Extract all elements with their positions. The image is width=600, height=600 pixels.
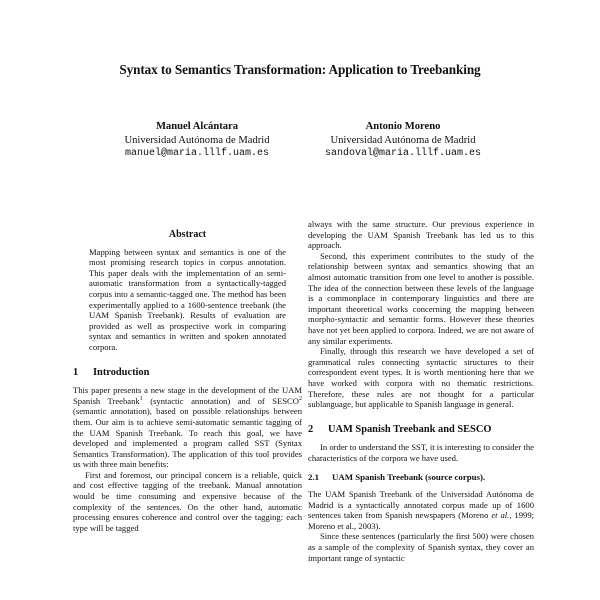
author-1-email: manuel@maria.lllf.uam.es [124,148,270,159]
s1p1-text-a: This paper presents a new stage in the development of the UAM Spanish Treebank [73,385,302,406]
section-1-paragraph-3: Second, this experiment contributes to the study of the relationship between syntax and semantics showing that an almost automatic transition from one level to another is possible. The idea of the connection between these levels of the language is a commonplace in contemporary linguistics and there are important theoretical works concerning the mapping between morpho-syntactic and semantic forms. However these theories have not yet been applied to corpora. Indeed, we are not aware of any similar experiments. [308,250,534,346]
author-2-name: Antonio Moreno [365,121,441,132]
subsection-2-1-heading [308,472,534,483]
abstract-heading: Abstract [168,229,207,240]
s1p1-text-c: (semantic annotation), based on possible relationships between them. Our aim is to achieve semi-automatic semantic tagging of the UAM Spanish Treebank. To reach this goal, we have developed and implemented a program called SST (Syntax Semantics Transformation). The application of this tool provides us with three main benefits: [73,406,302,470]
subsection-2-1-paragraph-1 [308,489,534,531]
paper-title: Syntax to Semantics Transformation: Application to Treebanking [119,62,481,77]
author-2 [298,120,508,161]
subsection-2-1-paragraph-2: Since these sentences (particularly the first 500) were chosen as a sample of the complexity of Spanish syntax, they cover an important range of syntactic [308,531,534,563]
section-2-heading [308,425,534,436]
section-1-paragraph-2: First and foremost, our principal concern is a reliable, quick and cost effective tagging of the treebank. Manual annotation would be time consuming and expensive because of the complexity of the sentences. On the other hand, automatic processing ensures coherence and control over the tagging: each type will be tagged [73,469,302,533]
author-2-email: sandoval@maria.lllf.uam.es [324,148,482,159]
section-1-paragraph-4: Finally, through this research we have developed a set of grammatical rules connecting syntactic structures to their correspondent event types. It is worth mentioning here that we have worked with corpora with no thematic restrictions. Therefore, these rules are not thought for a particular sublanguage, but applicable to Spanish language in general. [308,346,534,410]
section-1-heading [73,368,302,379]
subsection-2-1-number: 2.1 [308,472,319,483]
section-1-number: 1 [73,366,79,378]
section-1-paragraph-1 [73,385,302,470]
s21p1-etal: et al. [491,510,510,521]
right-column [308,219,534,563]
s1p1-text-b: (syntactic annotation) and of SESCO [142,395,299,406]
left-column [73,230,302,533]
s21p1-text-b: , 1999; Moreno et al., 2003). [308,510,535,531]
abstract-text: Mapping between syntax and semantics is one of the most promising research topics in corpus annotation. This paper deals with the implementation of an semi-automatic transformation from a syntactically-tagged corpus into a semantic-tagged one. The method has been experimentally applied to a 1600-sentence treebank (the UAM Spanish Treebank). Results of evaluation are provided as well as prospective work in comparing syntax and semantics in written and spoken annotated corpora. [89,246,286,352]
footnote-marker-1: 1 [139,395,143,402]
author-2-affiliation: Universidad Autónoma de Madrid [330,134,476,146]
footnote-marker-2: 2 [299,395,302,402]
section-1-title: Introduction [93,366,150,378]
author-1-affiliation: Universidad Autónoma de Madrid [124,134,270,146]
s21p1-text-a: The UAM Spanish Treebank of the Universidad Autónoma de Madrid is a syntactically annotated corpus made up of 1600 sentences taken from Spanish newspapers (Moreno [308,489,534,521]
section-2-title: UAM Spanish Treebank and SESCO [328,423,492,435]
section-2-paragraph-1: In order to understand the SST, it is interesting to consider the characteristics of the corpora we have used. [308,442,534,463]
author-1 [92,120,302,161]
section-2-number: 2 [308,423,314,435]
continued-paragraph: always with the same structure. Our previous experience in developing the UAM Spanish Treebank has led us to this approach. [308,219,534,251]
subsection-2-1-title: UAM Spanish Treebank (source corpus). [332,472,486,483]
author-1-name: Manuel Alcántara [155,121,239,132]
